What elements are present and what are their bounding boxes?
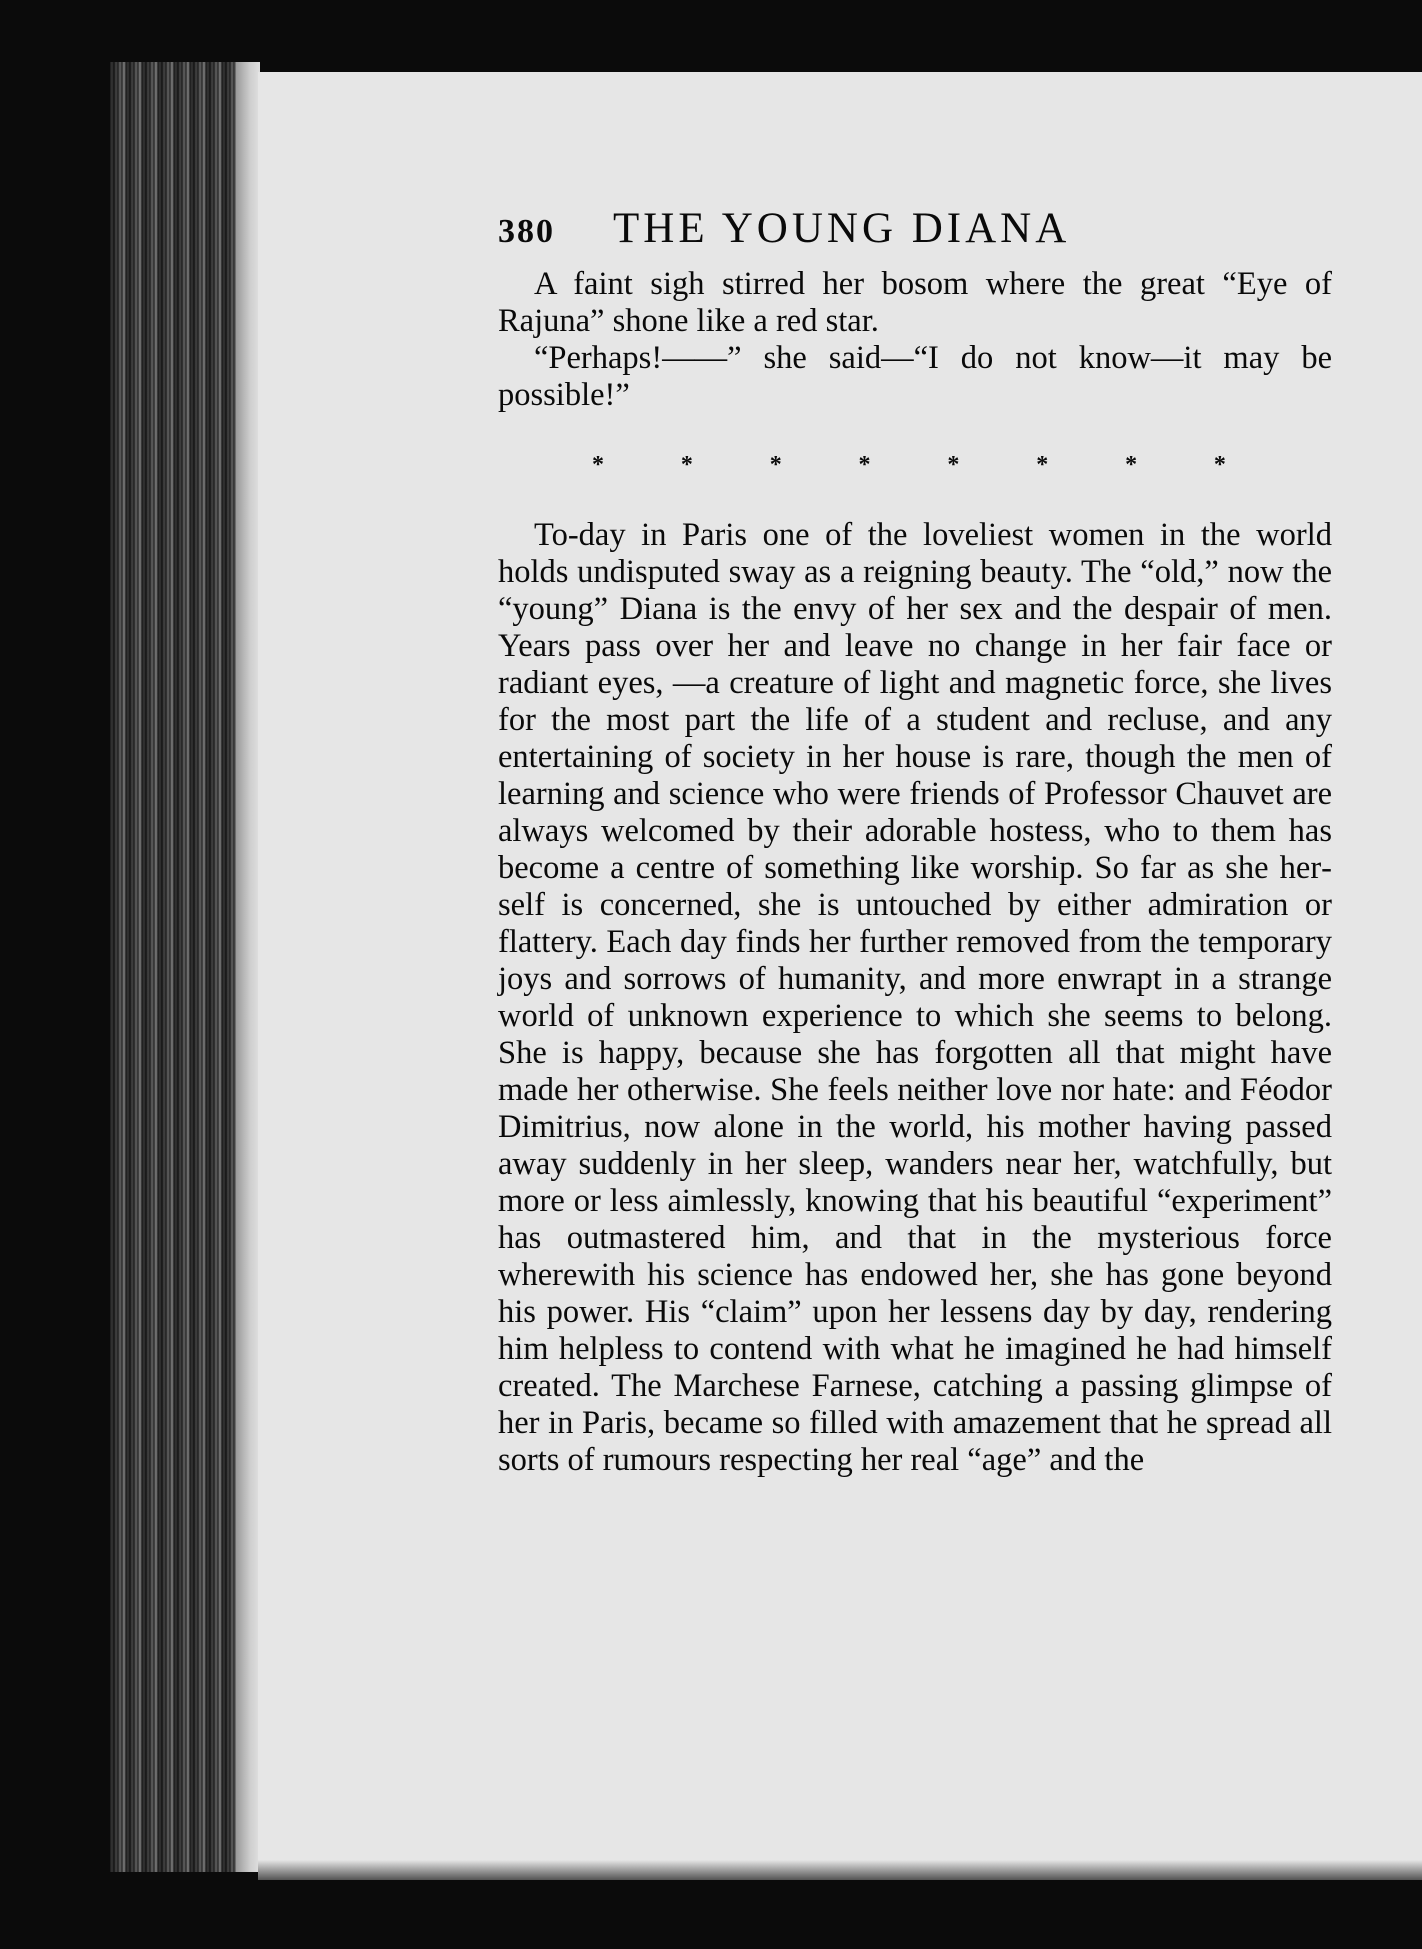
break-star: * [592, 452, 604, 478]
section-break [592, 452, 1226, 479]
break-star: * [1036, 452, 1049, 478]
page-content [498, 204, 1332, 1479]
paragraph-sigh: A faint sigh stirred her bosom where the great “Eye of Rajuna” shone like a red star. [498, 266, 1332, 339]
break-star: * [1125, 452, 1138, 478]
break-star: * [1213, 452, 1226, 478]
break-star: * [947, 452, 960, 478]
running-head [498, 204, 1332, 260]
paragraph-paris: To-day in Paris one of the loveliest women in the world holds undisputed sway as a reigning beauty. The “old,” now the “young” Diana is the envy of her sex and the despair of men. Years pass over her and leave no change in her fair face or radiant eyes, —a creature of light and magnetic force, she lives for the most part the life of a student and recluse, and any entertaining of society in her house is rare, though the men of learning and science who were friends of Professor Chauvet are always welcomed by their adorable hostess, who to them has become a centre of something like worship. So far as she herself is concerned, she is untouched by either admiration or flattery. Each day finds her further removed from the temporary joys and sorrows of humanity, and more enwrapt in a strange world of unknown experience to which she seems to belong. She is happy, because she has forgotten all that might have made her otherwise. She feels neither love nor hate: and Féodor Dimitrius, now alone in the world, his mother having passed away suddenly in her sleep, wanders near her, watchfully, but more or less aimlessly, knowing that his beautiful “experiment” has outmastered him, and that in the mysterious force wherewith his science has endowed her, she has gone beyond his power. His “claim” upon her lessens day by day, rendering him helpless to contend with what he imagined he had himself created. The Marchese Farnese, catching a passing glimpse of her in Paris, became so filled with amazement that he spread all sorts of rumours respecting her real “age” and the [498, 517, 1332, 1478]
paragraph-perhaps: “Perhaps!——” she said—“I do not know—it may be possible!” [498, 340, 1332, 413]
break-star: * [769, 452, 782, 478]
break-star: * [680, 452, 693, 478]
page-number: 380 [498, 213, 555, 250]
page-gutter [236, 62, 260, 1872]
running-title: THE YOUNG DIANA [613, 205, 1071, 252]
break-star: * [858, 452, 871, 478]
page-bottom-edge [258, 1860, 1422, 1890]
